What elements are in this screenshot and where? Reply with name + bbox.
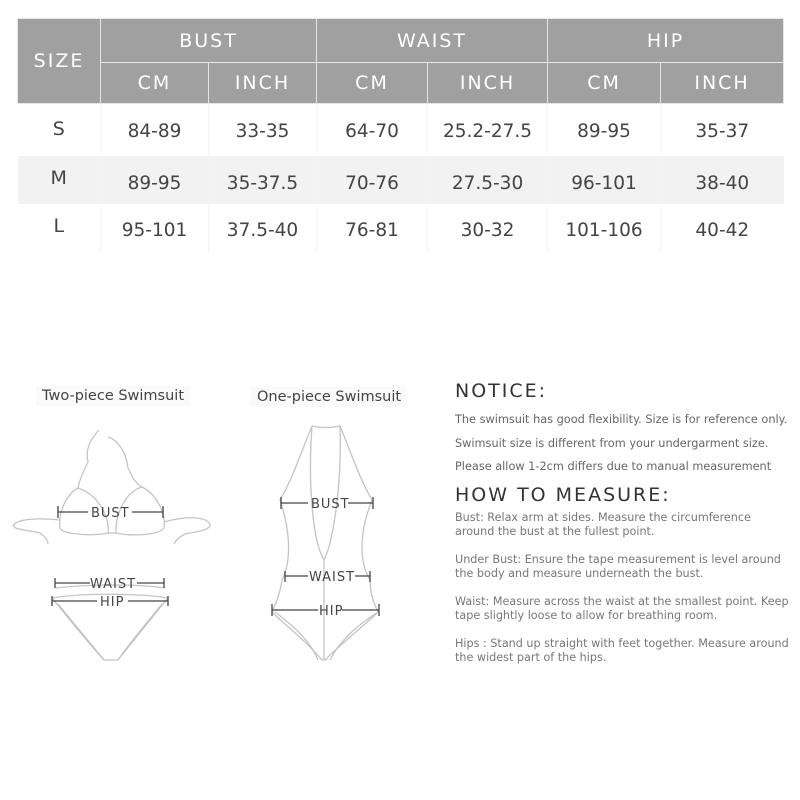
one-piece-icon — [250, 420, 400, 670]
measure-instruction-under-bust: Under Bust: Ensure the tape measurement is level around the body and measure underneath the bust. — [455, 553, 781, 580]
waist-inch-value: 25.2-27.5 — [428, 104, 548, 156]
how-to-measure-section — [455, 484, 795, 679]
bust-label: BUST — [91, 506, 130, 521]
hip-label: HIP — [319, 604, 344, 619]
waist-label: WAIST — [90, 577, 137, 592]
how-to-measure-heading: HOW TO MEASURE: — [455, 484, 671, 506]
bust-inch-value: 35-37.5 — [209, 156, 317, 204]
one-piece-title: One-piece Swimsuit — [251, 387, 407, 407]
header-hip-inch: INCH — [661, 63, 784, 104]
table-row — [18, 204, 784, 254]
waist-cm-value: 76-81 — [317, 204, 428, 254]
notice-line: Please allow 1-2cm differs due to manual measurement — [455, 460, 772, 473]
header-hip: HIP — [548, 19, 784, 63]
header-bust: BUST — [101, 19, 317, 63]
hip-cm-value: 101-106 — [548, 204, 661, 254]
header-waist: WAIST — [317, 19, 548, 63]
notice-line: The swimsuit has good flexibility. Size is for reference only. — [455, 413, 788, 426]
waist-cm-value: 70-76 — [317, 156, 428, 204]
measure-instruction-hips: Hips : Stand up straight with feet together. Measure around the widest part of the hips. — [455, 637, 789, 664]
hip-inch-value: 35-37 — [661, 104, 784, 156]
table-header-row-groups — [18, 19, 784, 63]
bust-inch-value: 37.5-40 — [209, 204, 317, 254]
notice-line: Swimsuit size is different from your undergarment size. — [455, 436, 769, 450]
measure-instruction-waist: Waist: Measure across the waist at the smallest point. Keep tape slightly loose to allow for breathing room. — [455, 595, 789, 622]
notice-heading: NOTICE: — [455, 380, 548, 402]
waist-label: WAIST — [309, 570, 356, 585]
header-size: SIZE — [18, 19, 101, 104]
one-piece-swimsuit-illustration — [250, 420, 400, 670]
two-piece-title: Two-piece Swimsuit — [36, 386, 190, 406]
bust-cm-value: 95-101 — [101, 204, 209, 254]
table-header-row-units — [18, 63, 784, 104]
size-label: L — [53, 214, 65, 237]
two-piece-swimsuit-illustration — [0, 420, 230, 670]
header-hip-cm: CM — [548, 63, 661, 104]
hip-label: HIP — [100, 595, 125, 610]
size-label: S — [52, 118, 65, 140]
waist-inch-value: 30-32 — [428, 204, 548, 254]
header-bust-inch: INCH — [209, 63, 317, 104]
hip-cm-value: 96-101 — [548, 156, 661, 204]
bust-inch-value: 33-35 — [209, 104, 317, 156]
header-waist-cm: CM — [317, 63, 428, 104]
hip-inch-value: 40-42 — [661, 204, 784, 254]
bust-cm-value: 84-89 — [101, 104, 209, 156]
bust-cm-value: 89-95 — [101, 156, 209, 204]
table-row — [18, 156, 784, 204]
bust-label: BUST — [311, 497, 350, 512]
waist-inch-value: 27.5-30 — [428, 156, 548, 204]
size-label: M — [18, 156, 101, 204]
size-chart-table — [17, 18, 784, 254]
hip-inch-value: 38-40 — [661, 156, 784, 204]
header-waist-inch: INCH — [428, 63, 548, 104]
hip-cm-value: 89-95 — [548, 104, 661, 156]
table-row — [18, 104, 784, 156]
waist-cm-value: 64-70 — [317, 104, 428, 156]
bikini-icon — [0, 420, 230, 670]
header-bust-cm: CM — [101, 63, 209, 104]
measure-instruction-bust: Bust: Relax arm at sides. Measure the circumference around the bust at the fullest point. — [455, 511, 751, 538]
notice-section — [455, 380, 795, 479]
